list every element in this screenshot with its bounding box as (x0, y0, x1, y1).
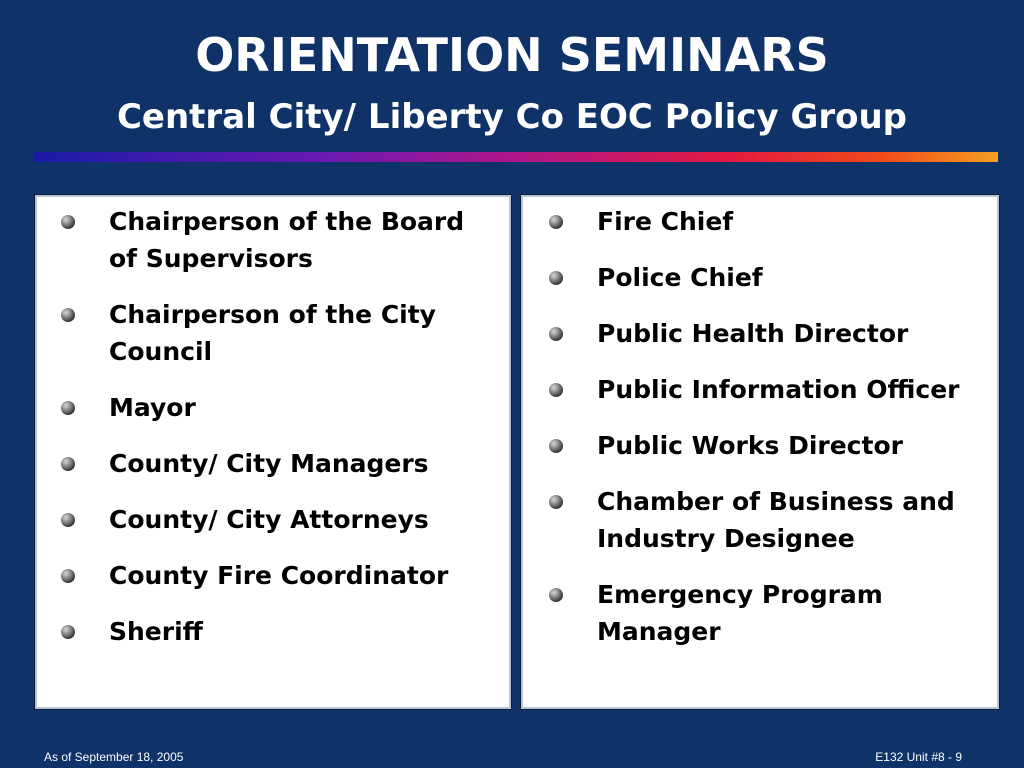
gradient-divider (34, 152, 998, 162)
sphere-bullet-icon (549, 327, 563, 341)
slide-subtitle: Central City/ Liberty Co EOC Policy Group (116, 97, 908, 137)
list-item (57, 445, 497, 482)
sphere-bullet-icon (549, 495, 563, 509)
list-item (545, 259, 985, 296)
list-item-text: Public Works Director (597, 431, 903, 460)
list-item (545, 427, 985, 464)
list-item-text: County Fire Coordinator (109, 561, 449, 590)
list-item (57, 203, 497, 277)
list-item-text: Public Information Officer (597, 375, 960, 404)
list-item (545, 315, 985, 352)
left-bullet-list (57, 203, 497, 669)
list-item-text: Chamber of Business and Industry Designee (597, 487, 955, 553)
list-item-text: Public Health Director (597, 319, 909, 348)
list-item (545, 203, 985, 240)
sphere-bullet-icon (549, 439, 563, 453)
list-item-text: Fire Chief (597, 207, 734, 236)
sphere-bullet-icon (61, 308, 75, 322)
list-item-text: Chairperson of the Board of Supervisors (109, 207, 465, 273)
list-item (545, 371, 985, 408)
sphere-bullet-icon (61, 569, 75, 583)
slide-title: ORIENTATION SEMINARS (195, 28, 829, 82)
sphere-bullet-icon (549, 588, 563, 602)
footer-page-number: E132 Unit #8 - 9 (875, 750, 962, 764)
list-item-text: County/ City Managers (109, 449, 429, 478)
list-item (57, 389, 497, 426)
sphere-bullet-icon (549, 215, 563, 229)
list-item (57, 501, 497, 538)
sphere-bullet-icon (61, 457, 75, 471)
list-item-text: Sheriff (109, 617, 203, 646)
list-item (57, 557, 497, 594)
list-item-text: Emergency Program Manager (597, 580, 883, 646)
left-panel (34, 194, 512, 710)
sphere-bullet-icon (549, 271, 563, 285)
list-item-text: Chairperson of the City Council (109, 300, 436, 366)
sphere-bullet-icon (61, 513, 75, 527)
list-item (57, 613, 497, 650)
right-bullet-list (545, 203, 985, 669)
list-item-text: County/ City Attorneys (109, 505, 429, 534)
list-item (545, 483, 985, 557)
sphere-bullet-icon (549, 383, 563, 397)
sphere-bullet-icon (61, 215, 75, 229)
list-item (57, 296, 497, 370)
sphere-bullet-icon (61, 401, 75, 415)
list-item (545, 576, 985, 650)
right-panel (520, 194, 1000, 710)
sphere-bullet-icon (61, 625, 75, 639)
list-item-text: Mayor (109, 393, 196, 422)
list-item-text: Police Chief (597, 263, 763, 292)
footer-date: As of September 18, 2005 (44, 750, 184, 764)
